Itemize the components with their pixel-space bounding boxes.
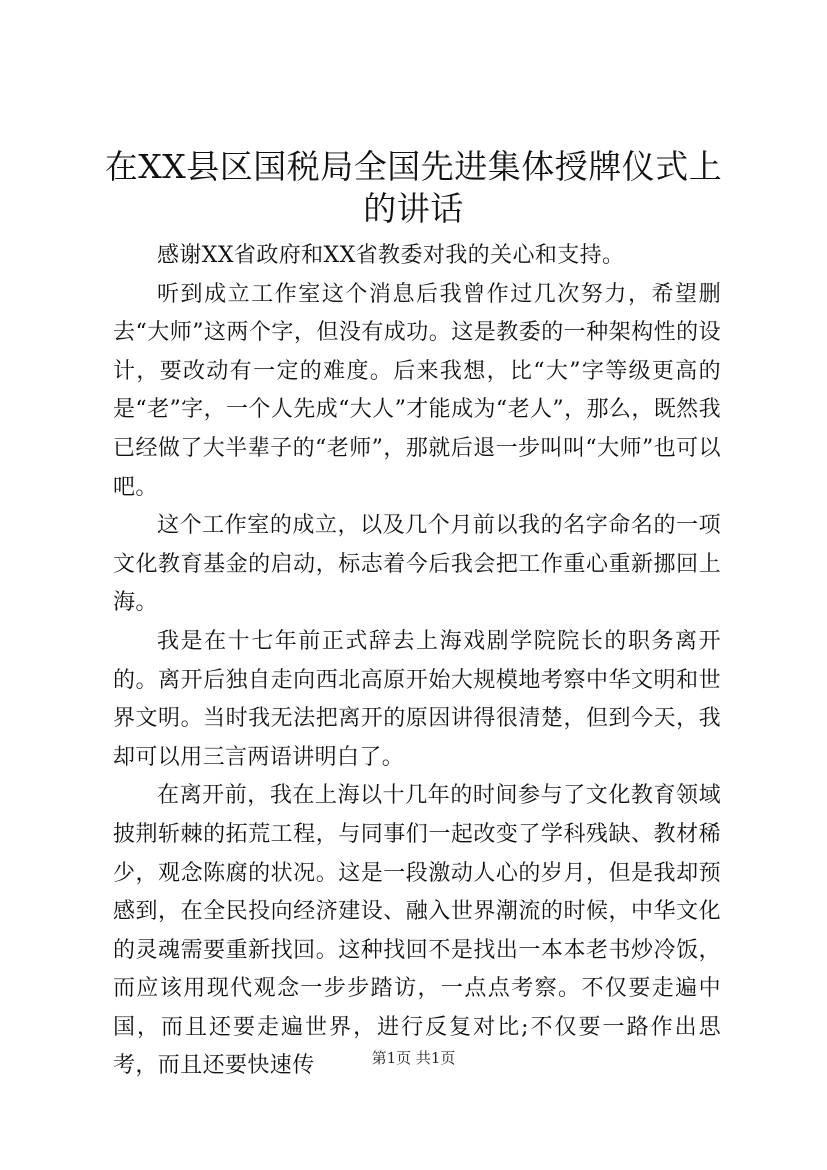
paragraph-4: 我是在十七年前正式辞去上海戏剧学院院长的职务离开的。离开后独自走向西北高原开始大规模地考察中华文明和世界文明。当时我无法把离开的原因讲得很清楚，但到今天，我却可以用三言两语讲明白了。	[113, 628, 721, 770]
document-title: 在XX县区国税局全国先进集体授牌仪式上的讲话	[104, 147, 723, 228]
paragraph-5: 在离开前，我在上海以十几年的时间参与了文化教育领域披荆斩棘的拓荒工程，与同事们一起改变了学科残缺、教材稀少，观念陈腐的状况。这是一段激动人心的岁月，但是我却预感到，在全民投向经济建设、融入世界潮流的时候，中华文化的灵魂需要重新找回。这种找回不是找出一本本老书炒冷饭，而应该用现代观念一步步踏访，一点点考察。不仅要走遍中国，而且还要走遍世界，进行反复对比;不仅要一路作出思考，而且还要快速传	[113, 783, 721, 1079]
paragraph-1: 感谢XX省政府和XX省教委对我的关心和支持。	[157, 243, 625, 268]
paragraph-2: 听到成立工作室这个消息后我曾作过几次努力，希望删去“大师”这两个字，但没有成功。这是教委的一种架构性的设计，要改动有一定的难度。后来我想，比“大”字等级更高的是“老”字，一个人先成“大人”才能成为“老人”，那么，既然我已经做了大半辈子的“老师”，那就后退一步叫叫“大师”也可以吧。	[113, 281, 721, 500]
page-footer: 第1页 共1页	[371, 1049, 456, 1067]
document-body	[113, 237, 721, 1086]
paragraph-3: 这个工作室的成立，以及几个月前以我的名字命名的一项文化教育基金的启动，标志着今后我会把工作重心重新挪回上海。	[113, 513, 721, 616]
